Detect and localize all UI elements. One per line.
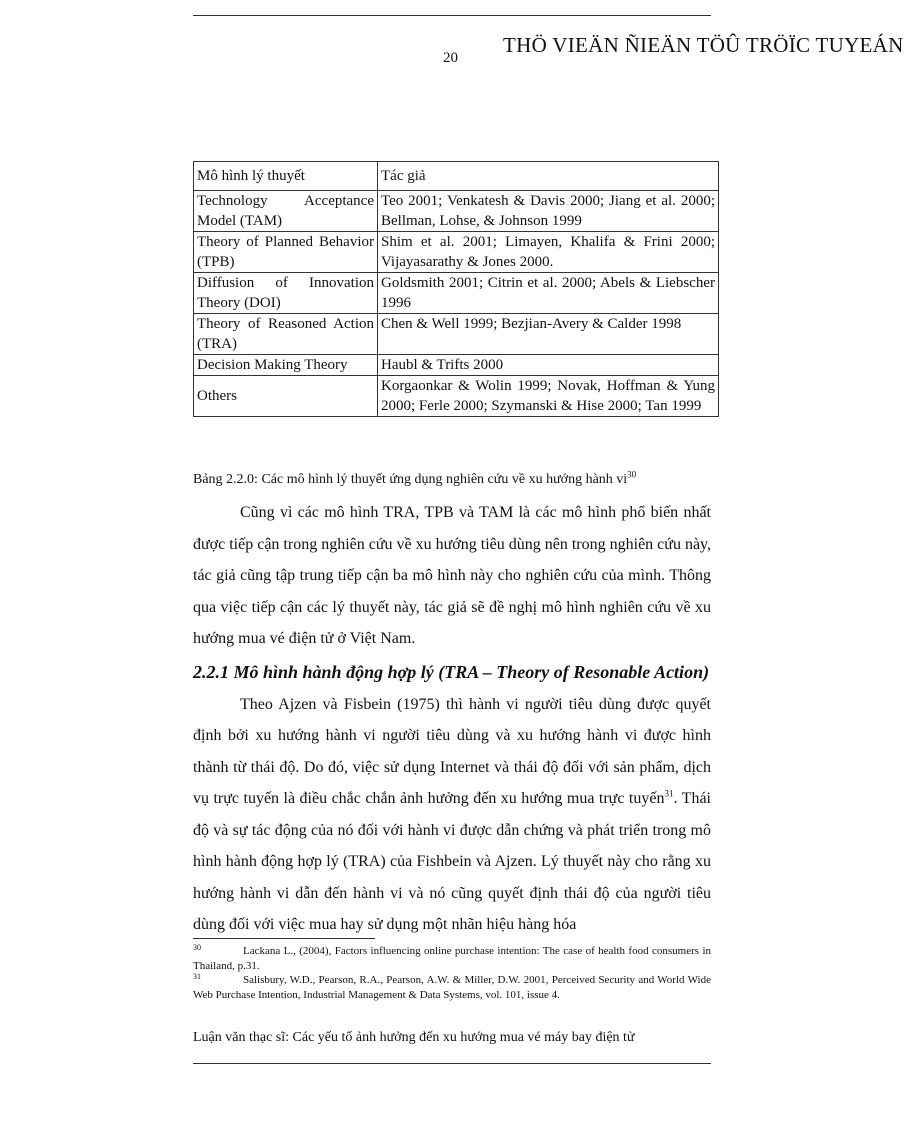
header-rule [193,15,711,16]
table-row [194,355,719,376]
footnotes [193,944,711,1002]
model-cell: Theory of Planned Behavior (TPB) [194,232,378,273]
library-watermark: THÖ VIEÄN ÑIEÄN TÖÛ TRÖÏC TUYEÁN [503,33,904,57]
header-author: Tác giả [378,162,719,191]
table-row [194,273,719,314]
footnote-text: Lackana L., (2004), Factors influencing online purchase intention: The case of health food consumers in Thailand, p.31. [193,945,711,972]
footnote-number: 31 [193,972,201,981]
section-heading: 2.2.1 Mô hình hành động hợp lý (TRA – Theory of Resonable Action) [193,661,710,682]
model-cell: Diffusion of Innovation Theory (DOI) [194,273,378,314]
header-model: Mô hình lý thuyết [194,162,378,191]
footnote-text: Salisbury, W.D., Pearson, R.A., Pearson, A.W. & Miller, D.W. 2001, Perceived Security and World Wide Web Purchase Intention, Industrial Management & Data Systems, vol. 101, issue 4. [193,974,711,1001]
paragraph [193,689,711,941]
model-cell: Theory of Reasoned Action (TRA) [194,314,378,355]
table-row [194,376,719,417]
footnote [193,973,711,1002]
authors-cell: Haubl & Trifts 2000 [378,355,719,376]
table-header-row [194,162,719,191]
model-cell: Others [194,376,378,417]
authors-cell: Chen & Well 1999; Bezjian-Avery & Calder 1998 [378,314,719,355]
footnote-ref: 31 [664,788,674,799]
caption-text: Bảng 2.2.0: Các mô hình lý thuyết ứng dụng nghiên cứu về xu hướng hành vi [193,472,628,487]
table-row [194,191,719,232]
table-caption [193,469,637,488]
authors-cell: Shim et al. 2001; Limayen, Khalifa & Frini 2000; Vijayasarathy & Jones 2000. [378,232,719,273]
footer-rule [193,1063,711,1064]
body-text [193,497,711,941]
footnote [193,944,711,973]
paragraph: Cũng vì các mô hình TRA, TPB và TAM là các mô hình phổ biến nhất được tiếp cận trong nghiên cứu về xu hướng tiêu dùng nên trong nghiên cứu này, tác giả cũng tập trung tiếp cận ba mô hình này cho nghiên cứu của mình. Thông qua việc tiếp cận các lý thuyết này, tác giả sẽ đề nghị mô hình nghiên cứu về xu hướng mua vé điện tử ở Việt Nam. [193,504,712,647]
theory-models-table [193,161,719,417]
caption-footnote-ref: 30 [627,469,637,480]
paragraph-text: . Thái độ và sự tác động của nó đối với hành vi được dẫn chứng và phát triển trong mô hình hành động hợp lý (TRA) của Fishbein và Ajzen. Lý thuyết này cho rằng xu hướng hành vi dẫn đến hành vi và nó cũng quyết định thái độ của người tiêu dùng đối với việc mua hay sử dụng một nhãn hiệu hàng hóa [193,790,711,933]
table-row [194,232,719,273]
authors-cell: Korgaonkar & Wolin 1999; Novak, Hoffman & Yung 2000; Ferle 2000; Szymanski & Hise 2000; Tan 1999 [378,376,719,417]
model-cell: Technology Acceptance Model (TAM) [194,191,378,232]
authors-cell: Goldsmith 2001; Citrin et al. 2000; Abels & Liebscher 1996 [378,273,719,314]
table-row [194,314,719,355]
footnote-number: 30 [193,943,201,952]
paragraph-text: Theo Ajzen và Fisbein (1975) thì hành vi người tiêu dùng được quyết định bởi xu hướng hành vi người tiêu dùng và xu hướng hành vi được hình thành từ thái độ. Do đó, việc sử dụng Internet và thái độ đối với sản phẩm, dịch vụ trực tuyến là điều chắc chắn ảnh hưởng đến xu hướng mua trực tuyến [193,695,711,807]
footer-thesis-title: Luận văn thạc sĩ: Các yếu tố ảnh hưởng đến xu hướng mua vé máy bay điện tử [193,1030,635,1045]
authors-cell: Teo 2001; Venkatesh & Davis 2000; Jiang et al. 2000; Bellman, Lohse, & Johnson 1999 [378,191,719,232]
footnote-rule [193,938,375,939]
page-number: 20 [443,50,458,66]
model-cell: Decision Making Theory [194,355,378,376]
